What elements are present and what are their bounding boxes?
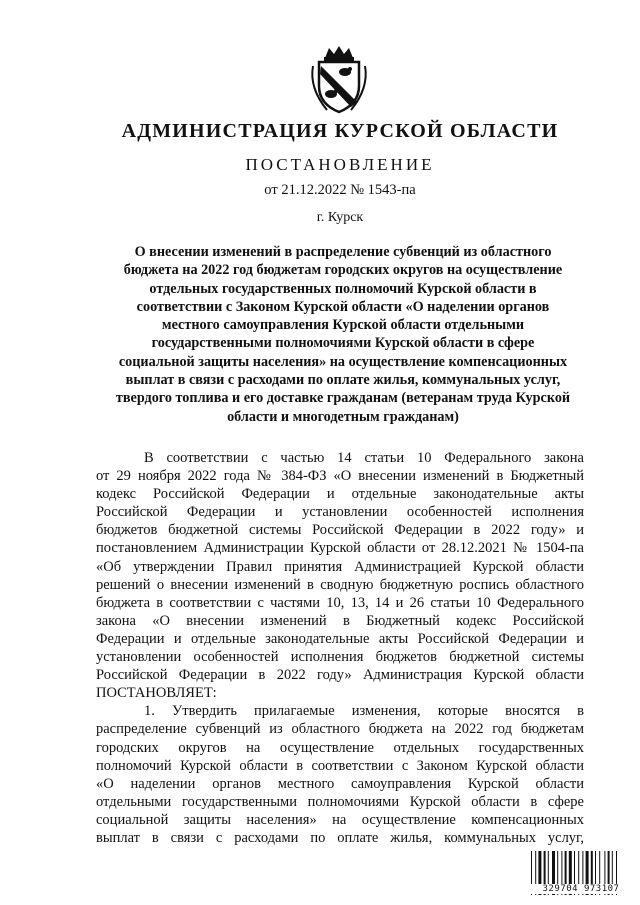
organization-name: АДМИНИСТРАЦИЯ КУРСКОЙ ОБЛАСТИ: [121, 120, 559, 142]
title-line: соответствии с Законом Курской области «О наделении органов: [136, 298, 550, 315]
body-line: «О наделении органов местного самоуправления Курской области: [96, 775, 584, 792]
body-line: бюджета в соответствии с частями 10, 13, 14 и 26 статьи 10 Федерального: [96, 594, 584, 611]
body-line: Российской Федерации и установлении особенностей исполнения: [96, 504, 584, 521]
body-line: решений о внесении изменений в сводную бюджетную роспись областного: [96, 576, 584, 593]
body-line: ПОСТАНОВЛЯЕТ:: [96, 685, 217, 702]
title-line: местного самоуправления Курской области отдельными: [161, 317, 525, 334]
body-line: выплат в связи с расходами по оплате жилья, коммунальных услуг,: [96, 829, 584, 846]
body-line: полномочий Курской области в соответствии с Законом Курской области: [96, 757, 584, 774]
title-line: государственными полномочиями Курской области в сфере: [151, 335, 535, 352]
document-city: г. Курск: [316, 210, 364, 225]
body-line: от 29 ноября 2022 года № 384-ФЗ «О внесении изменений в Бюджетный: [96, 468, 584, 485]
body-line: распределение субвенций из областного бюджета на 2022 год бюджетам: [96, 721, 584, 738]
document-body: [96, 449, 584, 847]
body-line: установлении особенностей исполнения бюджетов бюджетной системы: [96, 649, 584, 666]
body-line: закона «О внесении изменений в Бюджетный кодекс Российской: [96, 612, 584, 629]
barcode-number: 329704 973107: [528, 884, 634, 894]
body-line: Федерации и отдельные законодательные акты Российской Федерации и: [96, 630, 584, 647]
title-line: отдельных государственных полномочий Курской области в: [149, 280, 537, 297]
body-line: отдельными государственными полномочиями Курской области в сфере: [96, 793, 584, 810]
body-line: постановлением Администрации Курской области от 28.12.2021 № 1504-па: [96, 540, 584, 557]
body-line: Российской Федерации в 2022 году» Администрация Курской области: [96, 667, 584, 684]
body-line: бюджетов бюджетной системы Российской Федерации в 2022 году» и: [96, 522, 584, 539]
document-title: [88, 243, 598, 426]
body-line: «Об утверждении Правил принятия Администрацией Курской области: [96, 558, 584, 575]
title-line: О внесении изменений в распределение субвенций из областного: [134, 244, 552, 260]
body-line: В соответствии с частью 14 статьи 10 Федерального закона: [144, 450, 584, 466]
document-type: ПОСТАНОВЛЕНИЕ: [245, 155, 435, 174]
title-line: области и многодетным гражданам): [227, 408, 459, 425]
title-line: выплат в связи с расходами по оплате жилья, коммунальных услуг,: [125, 372, 561, 389]
body-line: 1. Утвердить прилагаемые изменения, которые вносятся в: [144, 703, 584, 720]
body-line: городских округов на осуществление отдельных государственных: [96, 739, 584, 756]
body-line: социальной защиты населения» на осуществление компенсационных: [96, 811, 584, 828]
coat-of-arms-emblem: [307, 44, 371, 116]
title-line: бюджета на 2022 год бюджетам городских округов на осуществление: [123, 262, 563, 279]
title-line: социальной защиты населения» на осуществление компенсационных: [118, 353, 568, 370]
document-date-number: от 21.12.2022 № 1543-па: [264, 182, 416, 198]
title-line: твердого топлива и его доставке гражданам (ветеранам труда Курской: [115, 390, 571, 407]
body-line: кодекс Российской Федерации и отдельные законодательные акты: [96, 486, 584, 503]
